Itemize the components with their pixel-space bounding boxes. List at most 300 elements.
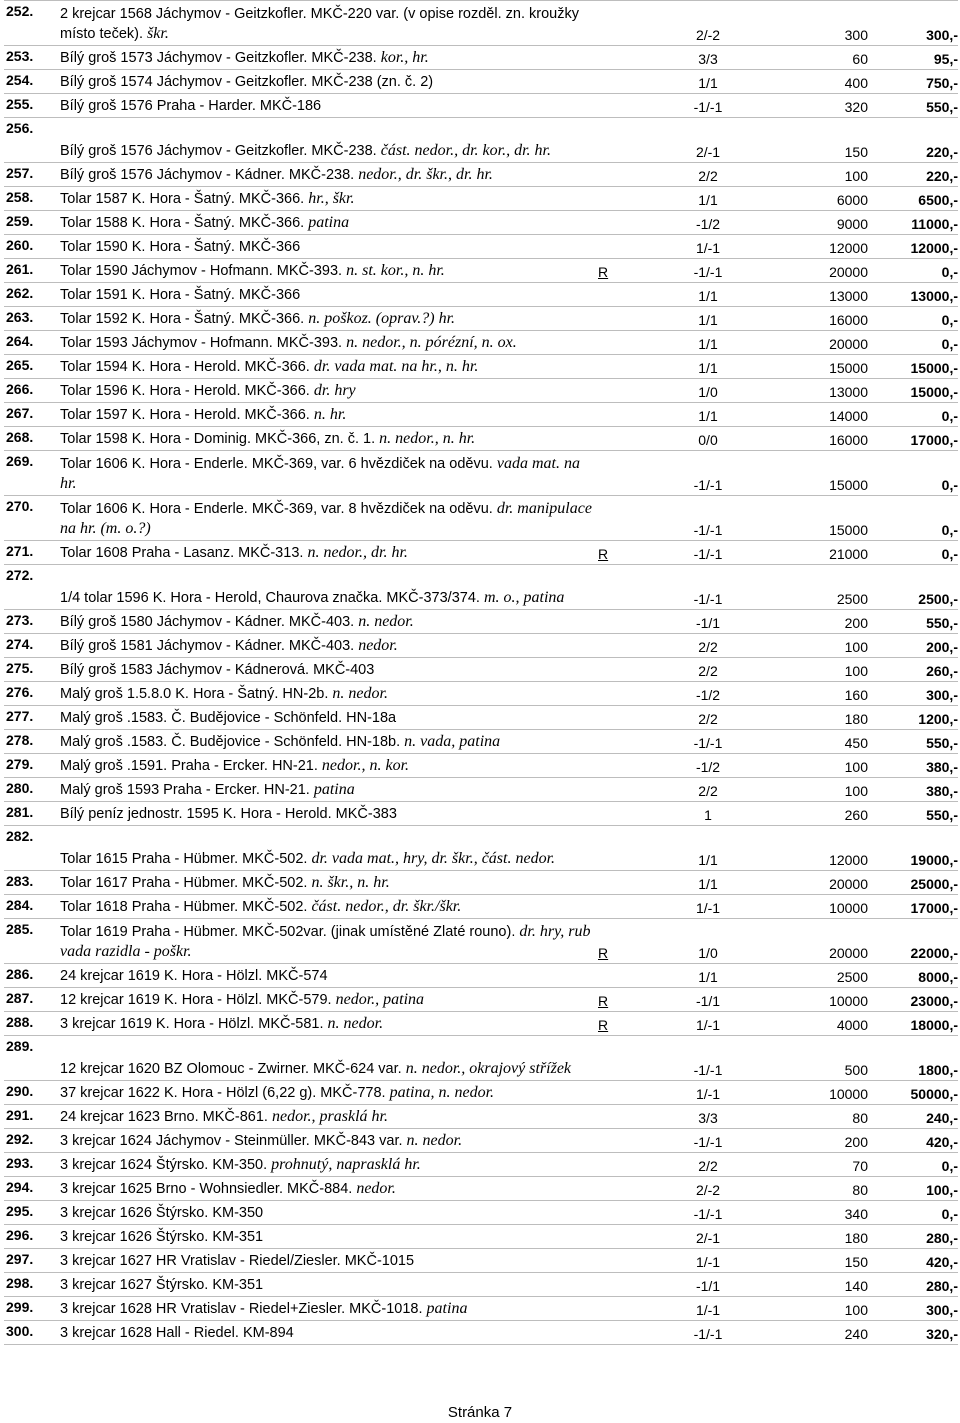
lot-condition-note: n. nedor. xyxy=(406,1132,463,1149)
rarity-mark xyxy=(592,610,638,634)
starting-price: 400 xyxy=(778,70,878,94)
lot-grade: 1/-1 xyxy=(638,235,778,259)
final-price: 15000,- xyxy=(878,355,958,379)
starting-price: 260 xyxy=(778,802,878,826)
lot-description xyxy=(60,211,592,235)
starting-price: 100 xyxy=(778,163,878,187)
starting-price: 160 xyxy=(778,682,878,706)
lot-grade: -1/-1 xyxy=(638,94,778,118)
rarity-mark xyxy=(592,565,638,610)
lot-text: Tolar 1598 K. Hora - Dominig. MKČ-366, zn. č. 1. xyxy=(60,431,376,447)
final-price: 0,- xyxy=(878,496,958,541)
lot-description xyxy=(60,730,592,754)
lot-description xyxy=(60,427,592,451)
starting-price: 20000 xyxy=(778,871,878,895)
starting-price: 20000 xyxy=(778,919,878,964)
lot-description xyxy=(60,1129,592,1153)
rarity-mark xyxy=(592,187,638,211)
lot-number: 260. xyxy=(4,235,60,259)
lot-text: 3 krejcar 1627 HR Vratislav - Riedel/Ziesler. MKČ-1015 xyxy=(60,1253,415,1269)
rarity-mark xyxy=(592,331,638,355)
starting-price: 100 xyxy=(778,1297,878,1321)
lot-condition-note: n. nedor., okrajový střížek xyxy=(405,1060,572,1077)
final-price: 17000,- xyxy=(878,895,958,919)
final-price: 240,- xyxy=(878,1105,958,1129)
lot-row xyxy=(4,1201,958,1225)
starting-price: 15000 xyxy=(778,496,878,541)
rarity-mark xyxy=(592,1201,638,1225)
lot-text: 3 krejcar 1628 HR Vratislav - Riedel+Ziesler. MKČ-1018. xyxy=(60,1301,423,1317)
lot-row xyxy=(4,403,958,427)
lot-row xyxy=(4,379,958,403)
lot-text: 2 krejcar 1568 Jáchymov - Geitzkofler. MKČ-220 var. (v opise rozděl. zn. kroužky místo teček). xyxy=(60,6,579,42)
lot-grade: 2/-1 xyxy=(638,1225,778,1249)
lot-text: Malý groš 1593 Praha - Ercker. HN-21. xyxy=(60,782,310,798)
lot-number: 285. xyxy=(4,919,60,964)
rarity-mark xyxy=(592,403,638,427)
final-price: 12000,- xyxy=(878,235,958,259)
lot-description xyxy=(60,802,592,826)
starting-price: 13000 xyxy=(778,379,878,403)
lot-text: Tolar 1592 K. Hora - Šatný. MKČ-366. xyxy=(60,311,305,327)
lot-condition-note: dr. vada mat., hry, dr. škr., část. nedor. xyxy=(311,850,556,867)
lot-number: 264. xyxy=(4,331,60,355)
lot-description xyxy=(60,379,592,403)
lot-text: 12 krejcar 1619 K. Hora - Hölzl. MKČ-579. xyxy=(60,992,332,1008)
lot-condition-note: n. nedor. xyxy=(327,1015,384,1032)
lot-description xyxy=(60,118,592,163)
final-price: 0,- xyxy=(878,1201,958,1225)
lot-description xyxy=(60,94,592,118)
lot-row xyxy=(4,826,958,871)
lot-row xyxy=(4,919,958,964)
rarity-mark xyxy=(592,730,638,754)
rarity-mark xyxy=(592,895,638,919)
lot-grade: 1/0 xyxy=(638,919,778,964)
final-price: 550,- xyxy=(878,802,958,826)
lot-text: Malý groš .1591. Praha - Ercker. HN-21. xyxy=(60,758,318,774)
lot-condition-note: n. poškoz. (oprav.?) hr. xyxy=(308,310,456,327)
lot-text: Tolar 1588 K. Hora - Šatný. MKČ-366. xyxy=(60,215,305,231)
lot-grade: 1/1 xyxy=(638,283,778,307)
starting-price: 14000 xyxy=(778,403,878,427)
final-price: 0,- xyxy=(878,1153,958,1177)
lot-row xyxy=(4,706,958,730)
rarity-mark: R xyxy=(592,919,638,964)
lot-grade: 1/0 xyxy=(638,379,778,403)
lot-condition-note: prohnutý, naprasklá hr. xyxy=(271,1156,421,1173)
lot-grade: -1/-1 xyxy=(638,541,778,565)
lot-number: 274. xyxy=(4,634,60,658)
rarity-mark xyxy=(592,163,638,187)
starting-price: 100 xyxy=(778,634,878,658)
starting-price: 2500 xyxy=(778,565,878,610)
lot-condition-note: n. nedor., dr. hr. xyxy=(307,544,408,561)
lot-description xyxy=(60,658,592,682)
lot-number: 296. xyxy=(4,1225,60,1249)
starting-price: 200 xyxy=(778,610,878,634)
rarity-mark xyxy=(592,1321,638,1345)
lot-grade: 1/1 xyxy=(638,70,778,94)
final-price: 0,- xyxy=(878,331,958,355)
lot-number: 278. xyxy=(4,730,60,754)
starting-price: 320 xyxy=(778,94,878,118)
rarity-mark xyxy=(592,1249,638,1273)
rarity-mark xyxy=(592,778,638,802)
lot-description xyxy=(60,163,592,187)
lot-row xyxy=(4,1105,958,1129)
final-price: 0,- xyxy=(878,307,958,331)
lot-row xyxy=(4,658,958,682)
rarity-mark xyxy=(592,70,638,94)
lot-grade: 1/1 xyxy=(638,826,778,871)
lot-number: 294. xyxy=(4,1177,60,1201)
lot-row xyxy=(4,163,958,187)
lot-text: 3 krejcar 1624 Štýrsko. KM-350. xyxy=(60,1157,268,1173)
lot-row xyxy=(4,118,958,163)
lot-condition-note: část. nedor., dr. škr./škr. xyxy=(311,898,462,915)
lot-grade: -1/2 xyxy=(638,682,778,706)
lot-row xyxy=(4,1225,958,1249)
lot-condition-note: dr. hry xyxy=(313,382,356,399)
lot-grade: 2/2 xyxy=(638,1153,778,1177)
starting-price: 80 xyxy=(778,1105,878,1129)
lot-number: 289. xyxy=(4,1036,60,1081)
final-price: 420,- xyxy=(878,1249,958,1273)
final-price: 2500,- xyxy=(878,565,958,610)
lot-description xyxy=(60,1153,592,1177)
lot-grade: 1/1 xyxy=(638,964,778,988)
lot-text: Bílý groš 1573 Jáchymov - Geitzkofler. MKČ-238. xyxy=(60,50,377,66)
lot-grade: -1/-1 xyxy=(638,730,778,754)
lot-text: Tolar 1618 Praha - Hübmer. MKČ-502. xyxy=(60,899,308,915)
lot-grade: 2/2 xyxy=(638,163,778,187)
auction-catalog-table xyxy=(4,0,958,1345)
lot-condition-note: n. nedor., n. pórézní, n. ox. xyxy=(346,334,517,351)
lot-grade: -1/2 xyxy=(638,754,778,778)
lot-text: Tolar 1593 Jáchymov - Hofmann. MKČ-393. xyxy=(60,335,343,351)
lot-number: 293. xyxy=(4,1153,60,1177)
lot-text: Tolar 1597 K. Hora - Herold. MKČ-366. xyxy=(60,407,310,423)
final-price: 300,- xyxy=(878,1297,958,1321)
rarity-mark: R xyxy=(592,541,638,565)
lot-text: 3 krejcar 1626 Štýrsko. KM-351 xyxy=(60,1229,264,1245)
lot-condition-note: nedor., patina xyxy=(335,991,425,1008)
lot-grade: 1/1 xyxy=(638,871,778,895)
lot-grade: -1/-1 xyxy=(638,496,778,541)
lot-number: 297. xyxy=(4,1249,60,1273)
rarity-mark xyxy=(592,307,638,331)
lot-number: 282. xyxy=(4,826,60,871)
lot-row xyxy=(4,94,958,118)
lot-grade: 2/2 xyxy=(638,706,778,730)
lot-condition-note: patina xyxy=(313,781,355,798)
starting-price: 180 xyxy=(778,1225,878,1249)
lot-description xyxy=(60,259,592,283)
lot-row xyxy=(4,187,958,211)
lot-number: 268. xyxy=(4,427,60,451)
starting-price: 12000 xyxy=(778,235,878,259)
lot-number: 257. xyxy=(4,163,60,187)
lot-row xyxy=(4,541,958,565)
lot-text: Bílý groš 1576 Praha - Harder. MKČ-186 xyxy=(60,98,322,114)
starting-price: 80 xyxy=(778,1177,878,1201)
lot-text: Tolar 1608 Praha - Lasanz. MKČ-313. xyxy=(60,545,304,561)
rarity-mark xyxy=(592,682,638,706)
lot-grade: 2/2 xyxy=(638,658,778,682)
lot-text: 37 krejcar 1622 K. Hora - Hölzl (6,22 g). MKČ-778. xyxy=(60,1085,386,1101)
final-price: 260,- xyxy=(878,658,958,682)
lot-text: Bílý groš 1581 Jáchymov - Kádner. MKČ-403. xyxy=(60,638,355,654)
lot-description xyxy=(60,187,592,211)
lot-text: Tolar 1615 Praha - Hübmer. MKČ-502. xyxy=(60,851,308,867)
lot-row xyxy=(4,331,958,355)
lot-row xyxy=(4,871,958,895)
page-footer: Stránka 7 xyxy=(447,1404,513,1421)
rarity-mark xyxy=(592,283,638,307)
lot-row xyxy=(4,1177,958,1201)
lot-number: 267. xyxy=(4,403,60,427)
lot-row xyxy=(4,778,958,802)
final-price: 380,- xyxy=(878,778,958,802)
lot-grade: 1/1 xyxy=(638,187,778,211)
lot-number: 291. xyxy=(4,1105,60,1129)
lot-text: 3 krejcar 1626 Štýrsko. KM-350 xyxy=(60,1205,264,1221)
lot-row xyxy=(4,895,958,919)
final-price: 280,- xyxy=(878,1225,958,1249)
lot-row xyxy=(4,283,958,307)
lot-text: Tolar 1606 K. Hora - Enderle. MKČ-369, var. 8 hvězdiček na oděvu. xyxy=(60,501,493,517)
lot-description xyxy=(60,634,592,658)
lot-condition-note: n. nedor. xyxy=(332,685,388,702)
lot-description xyxy=(60,331,592,355)
lot-number: 253. xyxy=(4,46,60,70)
rarity-mark xyxy=(592,964,638,988)
final-price: 15000,- xyxy=(878,379,958,403)
catalog-body xyxy=(4,1,958,1345)
lot-condition-note: dr. hry, rub vada razidla - poškr. xyxy=(60,923,591,960)
lot-description xyxy=(60,895,592,919)
lot-text: 3 krejcar 1619 K. Hora - Hölzl. MKČ-581. xyxy=(60,1016,324,1032)
lot-description xyxy=(60,1321,592,1345)
lot-text: Bílý groš 1576 Jáchymov - Kádner. MKČ-238. xyxy=(60,167,355,183)
lot-number: 262. xyxy=(4,283,60,307)
rarity-mark xyxy=(592,46,638,70)
final-price: 1200,- xyxy=(878,706,958,730)
final-price: 17000,- xyxy=(878,427,958,451)
final-price: 18000,- xyxy=(878,1012,958,1036)
lot-number: 280. xyxy=(4,778,60,802)
final-price: 100,- xyxy=(878,1177,958,1201)
starting-price: 20000 xyxy=(778,259,878,283)
starting-price: 240 xyxy=(778,1321,878,1345)
starting-price: 100 xyxy=(778,658,878,682)
lot-description xyxy=(60,496,592,541)
final-price: 23000,- xyxy=(878,988,958,1012)
lot-number: 275. xyxy=(4,658,60,682)
lot-description xyxy=(60,541,592,565)
starting-price: 4000 xyxy=(778,1012,878,1036)
lot-number: 265. xyxy=(4,355,60,379)
lot-row xyxy=(4,259,958,283)
lot-condition-note: n. st. kor., n. hr. xyxy=(346,262,445,279)
lot-number: 263. xyxy=(4,307,60,331)
lot-grade: -1/1 xyxy=(638,610,778,634)
lot-number: 286. xyxy=(4,964,60,988)
lot-number: 283. xyxy=(4,871,60,895)
lot-row xyxy=(4,730,958,754)
lot-grade: 2/-2 xyxy=(638,1177,778,1201)
lot-description xyxy=(60,919,592,964)
starting-price: 2500 xyxy=(778,964,878,988)
lot-text: Tolar 1606 K. Hora - Enderle. MKČ-369, var. 6 hvězdiček na oděvu. xyxy=(60,456,493,472)
lot-text: Tolar 1619 Praha - Hübmer. MKČ-502var. (jinak umístěné Zlaté rouno). xyxy=(60,924,516,940)
starting-price: 13000 xyxy=(778,283,878,307)
lot-row xyxy=(4,1036,958,1081)
lot-row xyxy=(4,451,958,496)
final-price: 1800,- xyxy=(878,1036,958,1081)
lot-grade: -1/-1 xyxy=(638,565,778,610)
lot-condition-note: m. o., patina xyxy=(483,589,565,606)
final-price: 8000,- xyxy=(878,964,958,988)
lot-row xyxy=(4,235,958,259)
rarity-mark: R xyxy=(592,1012,638,1036)
lot-grade: 1/-1 xyxy=(638,1012,778,1036)
lot-row xyxy=(4,46,958,70)
final-price: 550,- xyxy=(878,94,958,118)
starting-price: 10000 xyxy=(778,895,878,919)
starting-price: 70 xyxy=(778,1153,878,1177)
final-price: 200,- xyxy=(878,634,958,658)
lot-row xyxy=(4,427,958,451)
starting-price: 500 xyxy=(778,1036,878,1081)
lot-number: 281. xyxy=(4,802,60,826)
lot-number: 288. xyxy=(4,1012,60,1036)
lot-description xyxy=(60,283,592,307)
lot-grade: 1 xyxy=(638,802,778,826)
lot-grade: 2/2 xyxy=(638,778,778,802)
lot-grade: -1/-1 xyxy=(638,1129,778,1153)
final-price: 550,- xyxy=(878,610,958,634)
lot-number: 270. xyxy=(4,496,60,541)
starting-price: 20000 xyxy=(778,331,878,355)
lot-condition-note: nedor., dr. škr., dr. hr. xyxy=(358,166,493,183)
lot-condition-note: n. hr. xyxy=(313,406,347,423)
final-price: 300,- xyxy=(878,1,958,46)
lot-row xyxy=(4,1081,958,1105)
lot-row xyxy=(4,1273,958,1297)
lot-condition-note: nedor., prasklá hr. xyxy=(271,1108,388,1125)
lot-row xyxy=(4,70,958,94)
lot-row xyxy=(4,1129,958,1153)
starting-price: 16000 xyxy=(778,307,878,331)
lot-description xyxy=(60,1177,592,1201)
final-price: 320,- xyxy=(878,1321,958,1345)
lot-number: 272. xyxy=(4,565,60,610)
final-price: 220,- xyxy=(878,163,958,187)
lot-grade: 2/2 xyxy=(638,634,778,658)
rarity-mark xyxy=(592,802,638,826)
final-price: 13000,- xyxy=(878,283,958,307)
lot-grade: 1/-1 xyxy=(638,895,778,919)
lot-number: 299. xyxy=(4,1297,60,1321)
lot-number: 252. xyxy=(4,1,60,46)
lot-grade: 1/-1 xyxy=(638,1297,778,1321)
rarity-mark xyxy=(592,1,638,46)
lot-description xyxy=(60,1,592,46)
lot-description xyxy=(60,1105,592,1129)
lot-number: 300. xyxy=(4,1321,60,1345)
lot-grade: 1/1 xyxy=(638,307,778,331)
lot-text: 3 krejcar 1625 Brno - Wohnsiedler. MKČ-884. xyxy=(60,1181,353,1197)
final-price: 0,- xyxy=(878,403,958,427)
lot-description xyxy=(60,70,592,94)
starting-price: 21000 xyxy=(778,541,878,565)
rarity-mark xyxy=(592,1225,638,1249)
starting-price: 15000 xyxy=(778,451,878,496)
rarity-mark xyxy=(592,496,638,541)
final-price: 6500,- xyxy=(878,187,958,211)
rarity-mark xyxy=(592,1081,638,1105)
lot-text: Tolar 1596 K. Hora - Herold. MKČ-366. xyxy=(60,383,310,399)
final-price: 50000,- xyxy=(878,1081,958,1105)
lot-condition-note: škr. xyxy=(147,25,169,42)
lot-text: 3 krejcar 1624 Jáchymov - Steinmüller. MKČ-843 var. xyxy=(60,1133,403,1149)
lot-condition-note: kor., hr. xyxy=(380,49,429,66)
starting-price: 200 xyxy=(778,1129,878,1153)
rarity-mark xyxy=(592,1273,638,1297)
lot-row xyxy=(4,307,958,331)
lot-number: 266. xyxy=(4,379,60,403)
lot-text: 24 krejcar 1619 K. Hora - Hölzl. MKČ-574 xyxy=(60,968,328,984)
starting-price: 15000 xyxy=(778,355,878,379)
lot-text: Tolar 1591 K. Hora - Šatný. MKČ-366 xyxy=(60,287,301,303)
rarity-mark xyxy=(592,451,638,496)
lot-grade: 3/3 xyxy=(638,1105,778,1129)
starting-price: 16000 xyxy=(778,427,878,451)
lot-text: 3 krejcar 1627 Štýrsko. KM-351 xyxy=(60,1277,264,1293)
lot-description xyxy=(60,1201,592,1225)
lot-condition-note: dr. manipulace na hr. (m. o.?) xyxy=(60,500,592,537)
lot-grade: -1/-1 xyxy=(638,1201,778,1225)
lot-condition-note: patina xyxy=(426,1300,468,1317)
lot-grade: -1/2 xyxy=(638,211,778,235)
lot-row xyxy=(4,355,958,379)
lot-number: 287. xyxy=(4,988,60,1012)
lot-row xyxy=(4,682,958,706)
final-price: 0,- xyxy=(878,259,958,283)
starting-price: 9000 xyxy=(778,211,878,235)
rarity-mark xyxy=(592,235,638,259)
starting-price: 10000 xyxy=(778,988,878,1012)
starting-price: 60 xyxy=(778,46,878,70)
rarity-mark xyxy=(592,1177,638,1201)
starting-price: 100 xyxy=(778,778,878,802)
final-price: 0,- xyxy=(878,541,958,565)
lot-description xyxy=(60,1081,592,1105)
lot-condition-note: vada mat. na hr. xyxy=(60,455,580,492)
lot-text: Bílý groš 1580 Jáchymov - Kádner. MKČ-403. xyxy=(60,614,355,630)
rarity-mark: R xyxy=(592,259,638,283)
lot-condition-note: dr. vada mat. na hr., n. hr. xyxy=(313,358,479,375)
lot-description xyxy=(60,1297,592,1321)
lot-grade: -1/-1 xyxy=(638,451,778,496)
rarity-mark xyxy=(592,427,638,451)
lot-description xyxy=(60,355,592,379)
final-price: 300,- xyxy=(878,682,958,706)
lot-number: 290. xyxy=(4,1081,60,1105)
lot-number: 254. xyxy=(4,70,60,94)
